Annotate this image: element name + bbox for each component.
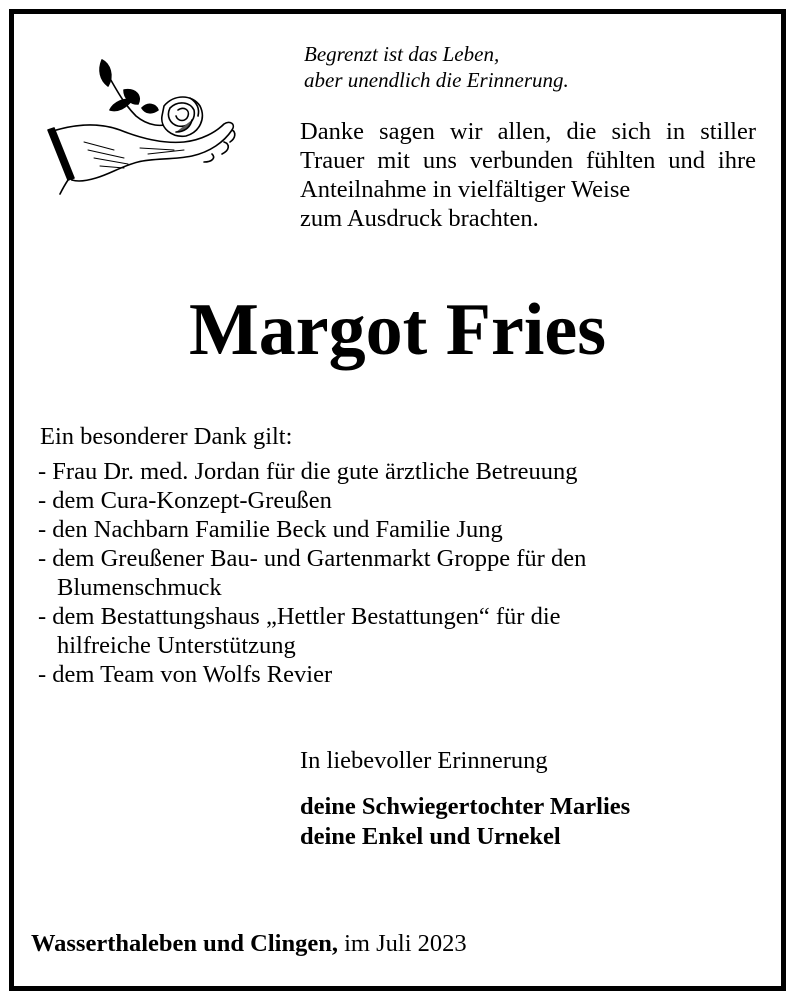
- deceased-name: Margot Fries: [188, 289, 607, 371]
- closing-line: In liebevoller Erinnerung: [300, 747, 548, 774]
- list-item: - Frau Dr. med. Jordan für die gute ärztliche Betreuung: [38, 458, 578, 485]
- list-item: - dem Greußener Bau- und Gartenmarkt Groppe für den Blumenschmuck: [38, 545, 587, 601]
- signer-line-1: deine Schwiegertochter Marlies: [300, 793, 631, 820]
- signer-line-2: deine Enkel und Urnekel: [300, 823, 561, 850]
- special-thanks-heading: Ein besonderer Dank gilt:: [40, 423, 293, 450]
- list-item: - den Nachbarn Familie Beck und Familie Jung: [38, 516, 503, 543]
- place-date-line: [31, 929, 467, 959]
- thanks-text: Danke sagen wir allen, die sich in stiller Trauer mit uns verbunden fühlten und ihre Anteilnahme in vielfältiger Weise: [300, 118, 756, 203]
- hand-holding-rose-icon: [44, 50, 244, 195]
- motto-quote: [304, 41, 569, 93]
- signers: [300, 792, 630, 852]
- thanks-last-line: zum Ausdruck brachten.: [300, 205, 539, 232]
- list-item: - dem Cura-Konzept-Greußen: [38, 487, 332, 514]
- special-thanks-list: [38, 457, 586, 689]
- place-name: Wasserthaleben und Clingen,: [31, 930, 338, 957]
- motto-line-2: aber unendlich die Erinnerung.: [304, 68, 569, 92]
- motto-line-1: Begrenzt ist das Leben,: [304, 42, 500, 66]
- thanks-paragraph: [300, 117, 756, 233]
- date-text: im Juli 2023: [344, 930, 467, 957]
- list-item: - dem Bestattungshaus „Hettler Bestattungen“ für die hilfreiche Unterstützung: [38, 603, 561, 659]
- list-item: - dem Team von Wolfs Revier: [38, 661, 333, 688]
